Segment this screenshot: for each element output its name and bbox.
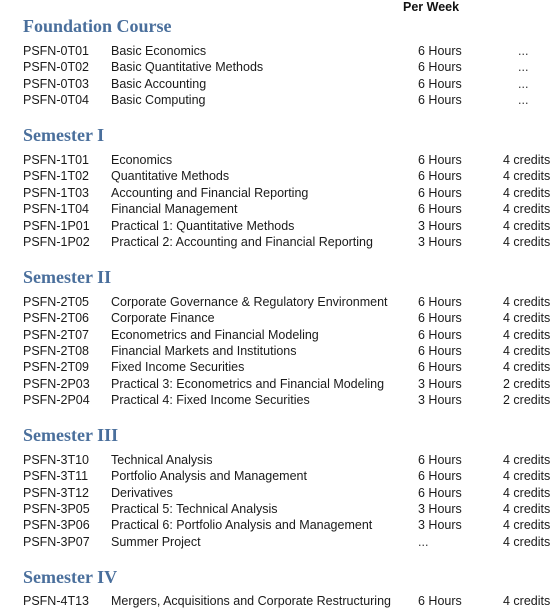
course-credits: 4 credits bbox=[503, 295, 551, 309]
course-credits: 4 credits bbox=[503, 518, 551, 532]
course-name: Practical 1: Quantitative Methods bbox=[111, 219, 295, 233]
course-credits: 4 credits bbox=[503, 235, 551, 249]
course-credits: ... bbox=[518, 77, 529, 91]
course-code: PSFN-1T03 bbox=[23, 186, 89, 200]
course-name: Economics bbox=[111, 153, 173, 167]
course-hours: 6 Hours bbox=[418, 93, 462, 107]
course-hours: 6 Hours bbox=[418, 469, 462, 483]
course-row bbox=[0, 234, 560, 250]
course-hours: 6 Hours bbox=[418, 186, 462, 200]
course-row bbox=[0, 343, 560, 359]
course-credits: 4 credits bbox=[503, 594, 551, 608]
course-row bbox=[0, 201, 560, 217]
course-name: Financial Management bbox=[111, 202, 238, 216]
course-credits: 4 credits bbox=[503, 219, 551, 233]
course-name: Practical 2: Accounting and Financial Reporting bbox=[111, 235, 373, 249]
course-credits: 4 credits bbox=[503, 153, 551, 167]
course-credits: 4 credits bbox=[503, 535, 551, 549]
course-row bbox=[0, 359, 560, 375]
course-row bbox=[0, 92, 560, 108]
course-hours: 6 Hours bbox=[418, 77, 462, 91]
course-name: Mergers, Acquisitions and Corporate Restructuring bbox=[111, 594, 391, 608]
course-credits: ... bbox=[518, 44, 529, 58]
course-credits: ... bbox=[518, 93, 529, 107]
course-credits: 2 credits bbox=[503, 393, 551, 407]
course-code: PSFN-2P04 bbox=[23, 393, 90, 407]
course-name: Basic Computing bbox=[111, 93, 206, 107]
course-name: Basic Accounting bbox=[111, 77, 207, 91]
course-row bbox=[0, 168, 560, 184]
section-title: Foundation Course bbox=[23, 16, 172, 36]
course-row bbox=[0, 452, 560, 468]
course-row bbox=[0, 485, 560, 501]
course-row bbox=[0, 517, 560, 533]
course-hours: 6 Hours bbox=[418, 328, 462, 342]
course-hours: 6 Hours bbox=[418, 44, 462, 58]
course-row bbox=[0, 501, 560, 517]
course-hours: 6 Hours bbox=[418, 153, 462, 167]
course-row bbox=[0, 327, 560, 343]
course-name: Practical 4: Fixed Income Securities bbox=[111, 393, 310, 407]
course-code: PSFN-0T01 bbox=[23, 44, 89, 58]
course-name: Financial Markets and Institutions bbox=[111, 344, 297, 358]
course-code: PSFN-1P01 bbox=[23, 219, 90, 233]
section-title: Semester IV bbox=[23, 567, 118, 587]
course-row bbox=[0, 593, 560, 609]
course-credits: 4 credits bbox=[503, 169, 551, 183]
course-name: Quantitative Methods bbox=[111, 169, 230, 183]
course-name: Summer Project bbox=[111, 535, 201, 549]
course-hours: 6 Hours bbox=[418, 453, 462, 467]
course-row bbox=[0, 185, 560, 201]
course-hours: 3 Hours bbox=[418, 219, 462, 233]
course-code: PSFN-1T02 bbox=[23, 169, 89, 183]
course-code: PSFN-1P02 bbox=[23, 235, 90, 249]
course-code: PSFN-3T10 bbox=[23, 453, 89, 467]
course-code: PSFN-3P05 bbox=[23, 502, 90, 516]
course-name: Accounting and Financial Reporting bbox=[111, 186, 309, 200]
course-credits: ... bbox=[518, 60, 529, 74]
course-row bbox=[0, 534, 560, 550]
course-row bbox=[0, 468, 560, 484]
course-row bbox=[0, 76, 560, 92]
course-name: Econometrics and Financial Modeling bbox=[111, 328, 319, 342]
course-code: PSFN-0T04 bbox=[23, 93, 89, 107]
course-code: PSFN-3T12 bbox=[23, 486, 89, 500]
course-code: PSFN-2T05 bbox=[23, 295, 89, 309]
course-name: Corporate Governance & Regulatory Environment bbox=[111, 295, 388, 309]
course-hours: 6 Hours bbox=[418, 202, 462, 216]
course-credits: 4 credits bbox=[503, 469, 551, 483]
course-credits: 2 credits bbox=[503, 377, 551, 391]
course-hours: 6 Hours bbox=[418, 344, 462, 358]
course-name: Corporate Finance bbox=[111, 311, 215, 325]
course-code: PSFN-4T13 bbox=[23, 594, 89, 608]
course-credits: 4 credits bbox=[503, 453, 551, 467]
course-name: Practical 6: Portfolio Analysis and Management bbox=[111, 518, 373, 532]
course-hours: ... bbox=[418, 535, 429, 549]
course-credits: 4 credits bbox=[503, 311, 551, 325]
course-hours: 3 Hours bbox=[418, 235, 462, 249]
course-row bbox=[0, 310, 560, 326]
course-row bbox=[0, 43, 560, 59]
course-credits: 4 credits bbox=[503, 186, 551, 200]
course-hours: 6 Hours bbox=[418, 295, 462, 309]
course-code: PSFN-3T11 bbox=[23, 469, 89, 483]
course-code: PSFN-0T02 bbox=[23, 60, 89, 74]
course-name: Technical Analysis bbox=[111, 453, 213, 467]
course-row bbox=[0, 392, 560, 408]
section-title: Semester II bbox=[23, 267, 112, 287]
per-week-column-header: Per Week bbox=[403, 0, 460, 14]
course-hours: 6 Hours bbox=[418, 60, 462, 74]
course-hours: 3 Hours bbox=[418, 518, 462, 532]
course-name: Portfolio Analysis and Management bbox=[111, 469, 307, 483]
section-title: Semester I bbox=[23, 125, 105, 145]
course-name: Basic Quantitative Methods bbox=[111, 60, 264, 74]
course-code: PSFN-2P03 bbox=[23, 377, 90, 391]
course-credits: 4 credits bbox=[503, 486, 551, 500]
course-credits: 4 credits bbox=[503, 328, 551, 342]
course-code: PSFN-3P07 bbox=[23, 535, 90, 549]
course-credits: 4 credits bbox=[503, 360, 551, 374]
course-code: PSFN-1T04 bbox=[23, 202, 89, 216]
course-code: PSFN-2T09 bbox=[23, 360, 89, 374]
course-row bbox=[0, 59, 560, 75]
course-credits: 4 credits bbox=[503, 344, 551, 358]
course-credits: 4 credits bbox=[503, 202, 551, 216]
course-name: Derivatives bbox=[111, 486, 173, 500]
course-name: Practical 5: Technical Analysis bbox=[111, 502, 278, 516]
course-code: PSFN-0T03 bbox=[23, 77, 89, 91]
course-row bbox=[0, 218, 560, 234]
course-code: PSFN-2T06 bbox=[23, 311, 89, 325]
course-row bbox=[0, 376, 560, 392]
course-hours: 6 Hours bbox=[418, 360, 462, 374]
course-hours: 3 Hours bbox=[418, 393, 462, 407]
course-code: PSFN-2T08 bbox=[23, 344, 89, 358]
course-code: PSFN-3P06 bbox=[23, 518, 90, 532]
course-code: PSFN-2T07 bbox=[23, 328, 89, 342]
course-hours: 6 Hours bbox=[418, 311, 462, 325]
course-hours: 3 Hours bbox=[418, 502, 462, 516]
section-title: Semester III bbox=[23, 425, 119, 445]
course-row bbox=[0, 294, 560, 310]
course-hours: 6 Hours bbox=[418, 169, 462, 183]
course-name: Basic Economics bbox=[111, 44, 207, 58]
course-hours: 3 Hours bbox=[418, 377, 462, 391]
course-hours: 6 Hours bbox=[418, 594, 462, 608]
course-name: Fixed Income Securities bbox=[111, 360, 245, 374]
course-name: Practical 3: Econometrics and Financial Modeling bbox=[111, 377, 385, 391]
course-hours: 6 Hours bbox=[418, 486, 462, 500]
course-code: PSFN-1T01 bbox=[23, 153, 89, 167]
course-row bbox=[0, 152, 560, 168]
course-credits: 4 credits bbox=[503, 502, 551, 516]
